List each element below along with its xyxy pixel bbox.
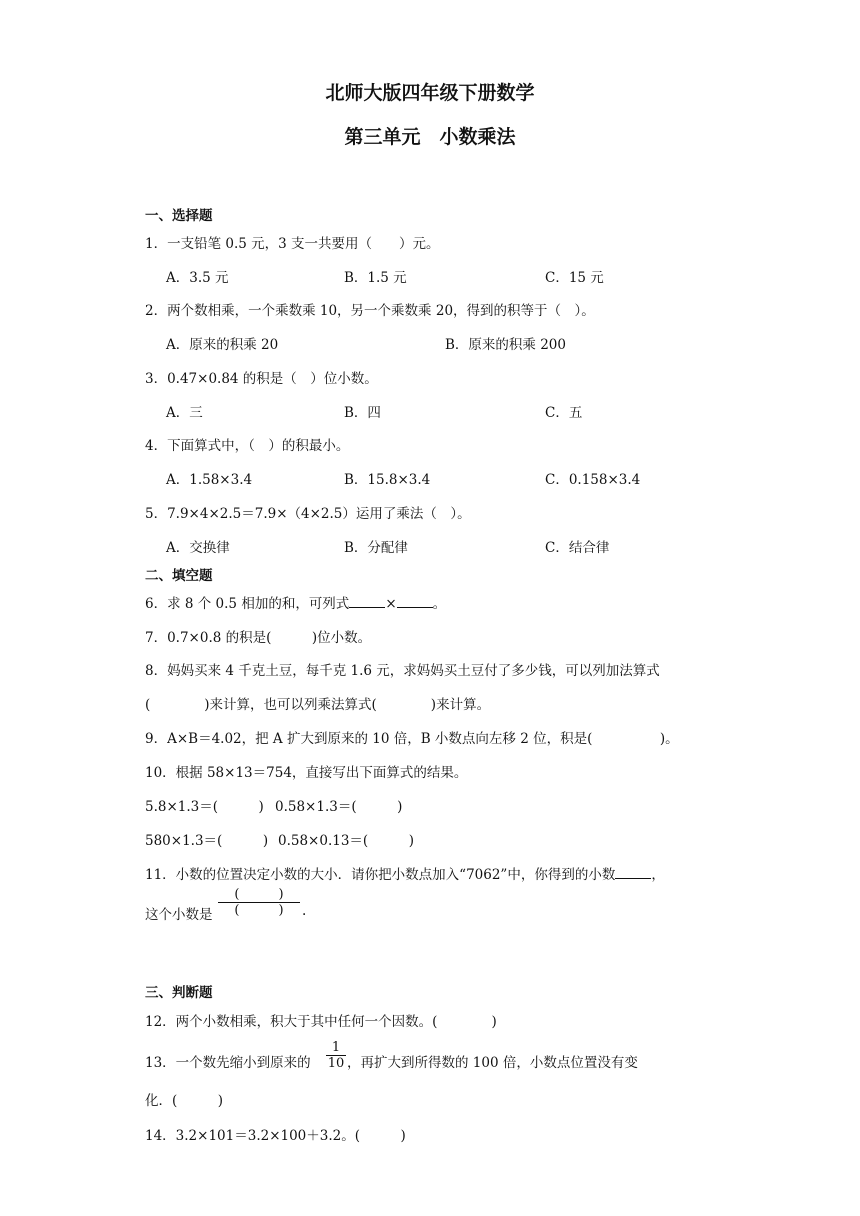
answer-blank[interactable] bbox=[397, 595, 433, 608]
fraction-numerator: 1 bbox=[331, 1040, 341, 1055]
question-stem: 14．3.2×101＝3.2×100＋3.2。( ) bbox=[145, 1128, 406, 1144]
option-c: C．0.158×3.4 bbox=[545, 472, 641, 488]
page-title: 北师大版四年级下册数学 bbox=[325, 82, 535, 104]
option-b: B．原来的积乘 200 bbox=[445, 337, 566, 353]
fraction-denominator: 10 bbox=[327, 1056, 345, 1071]
option-b: B．15.8×3.4 bbox=[344, 472, 431, 488]
calc-item: 580×1.3＝( ) bbox=[145, 833, 269, 849]
question-text: 。 bbox=[432, 596, 447, 612]
option-b: B．分配律 bbox=[344, 540, 408, 556]
question-stem: 10．根据 58×13＝754，直接写出下面算式的结果。 bbox=[145, 765, 468, 781]
option-c: C．15 元 bbox=[545, 270, 604, 286]
question-stem: 7．0.7×0.8 的积是( )位小数。 bbox=[145, 630, 372, 646]
question-text: 11．小数的位置决定小数的大小．请你把小数点加入“7062”中，你得到的小数 bbox=[145, 867, 616, 883]
option-a: A．1.58×3.4 bbox=[166, 472, 253, 488]
answer-blank[interactable] bbox=[615, 866, 651, 879]
option-a: A．原来的积乘 20 bbox=[166, 337, 279, 353]
answer-blank[interactable] bbox=[349, 595, 385, 608]
option-c: C．五 bbox=[545, 405, 583, 421]
option-a: A．三 bbox=[166, 405, 203, 421]
option-a: A．3.5 元 bbox=[166, 270, 229, 286]
question-stem: 4．下面算式中，（ ）的积最小。 bbox=[145, 438, 350, 454]
fraction bbox=[218, 887, 300, 918]
question-text: ，再扩大到所得数的 100 倍，小数点位置没有变 bbox=[347, 1055, 638, 1071]
question-text: 化．( ) bbox=[145, 1093, 224, 1109]
question-6 bbox=[145, 592, 446, 612]
calc-item: 0.58×0.13＝( ) bbox=[278, 833, 414, 849]
calc-item: 5.8×1.3＝( ) bbox=[145, 799, 264, 815]
page-subtitle: 第三单元 小数乘法 bbox=[344, 126, 516, 148]
fraction-numerator: ( ) bbox=[234, 887, 284, 902]
times-sign: × bbox=[385, 596, 397, 612]
option-b: B．四 bbox=[344, 405, 381, 421]
option-b: B．1.5 元 bbox=[344, 270, 407, 286]
question-stem: 3．0.47×0.84 的积是（ ）位小数。 bbox=[145, 371, 378, 387]
option-c: C．结合律 bbox=[545, 540, 610, 556]
question-stem: 8．妈妈买来 4 千克土豆，每千克 1.6 元，求妈妈买土豆付了多少钱，可以列加法算式 bbox=[145, 663, 660, 679]
section-heading: 二、填空题 bbox=[145, 568, 213, 584]
question-text: 13．一个数先缩小到原来的 bbox=[145, 1055, 311, 1071]
calc-item: 0.58×1.3＝( ) bbox=[275, 799, 403, 815]
question-stem: 1．一支铅笔 0.5 元，3 支一共要用（ ）元。 bbox=[145, 236, 440, 252]
question-stem: 12．两个小数相乘，积大于其中任何一个因数。( ) bbox=[145, 1014, 497, 1030]
section-heading: 一、选择题 bbox=[145, 208, 213, 224]
question-stem: 2．两个数相乘，一个乘数乘 10，另一个乘数乘 20，得到的积等于（ ）。 bbox=[145, 303, 595, 319]
option-a: A．交换律 bbox=[166, 540, 230, 556]
comma: ， bbox=[651, 867, 665, 883]
question-text: 这个小数是 bbox=[145, 907, 213, 923]
period: . bbox=[302, 903, 307, 919]
section-heading: 三、判断题 bbox=[145, 985, 213, 1001]
question-stem: 5．7.9×4×2.5＝7.9×（4×2.5）运用了乘法（ ）。 bbox=[145, 506, 471, 522]
question-stem: 9．A×B＝4.02，把 A 扩大到原来的 10 倍，B 小数点向左移 2 位，积是( )。 bbox=[145, 731, 679, 747]
fraction-denominator: ( ) bbox=[234, 903, 284, 918]
question-11-line1 bbox=[145, 863, 665, 883]
question-stem: ( )来计算，也可以列乘法算式( )来计算。 bbox=[145, 697, 491, 713]
fraction bbox=[326, 1040, 346, 1071]
question-text: 6．求 8 个 0.5 相加的和，可列式 bbox=[145, 596, 350, 612]
